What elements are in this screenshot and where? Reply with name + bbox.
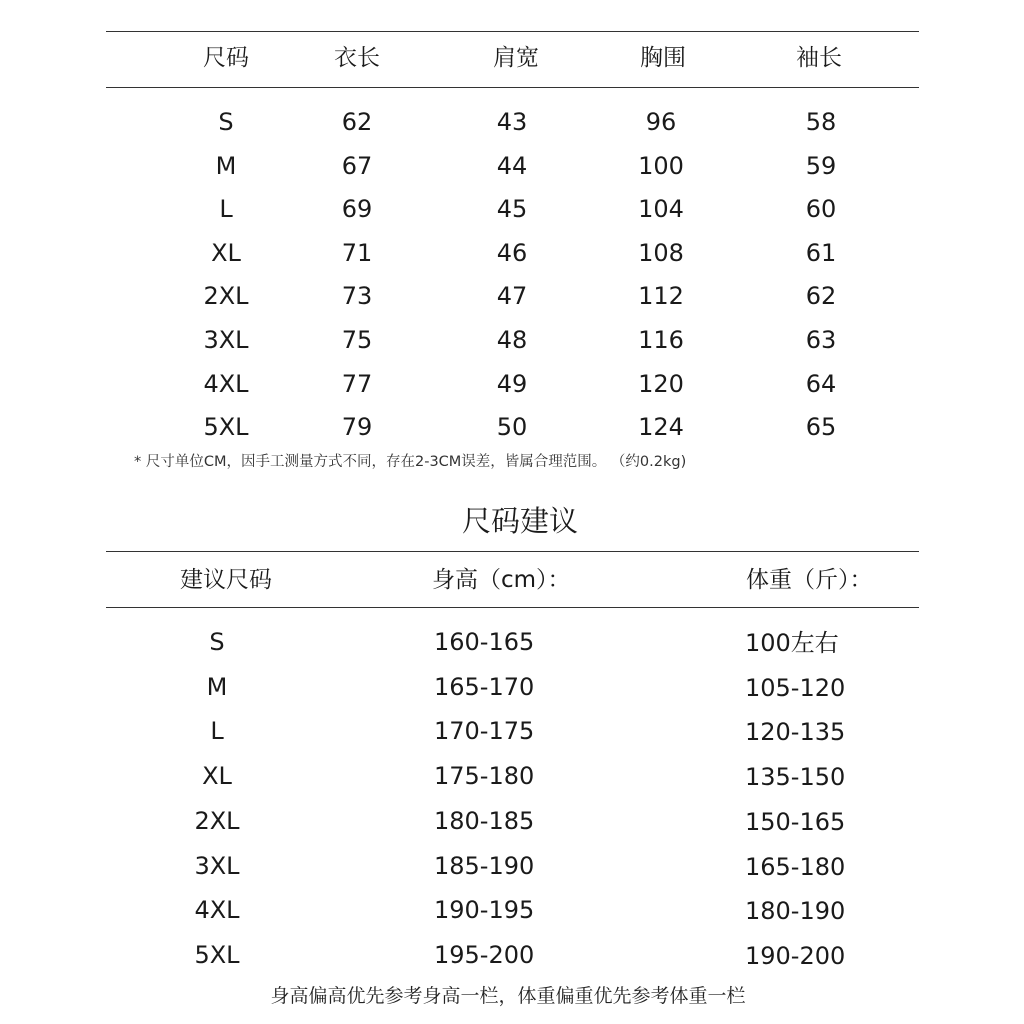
recommend-title: 尺码建议 bbox=[461, 504, 579, 538]
cell-height: 180-185 bbox=[434, 806, 535, 835]
cell-height: 195-200 bbox=[434, 940, 535, 969]
cell-size: M bbox=[215, 151, 237, 180]
cell-recommended-size: 4XL bbox=[194, 896, 240, 925]
cell-length: 75 bbox=[341, 326, 373, 354]
cell-chest: 96 bbox=[645, 108, 677, 136]
cell-shoulder: 43 bbox=[496, 108, 528, 136]
cell-size: L bbox=[219, 195, 233, 224]
cell-length: 77 bbox=[341, 369, 373, 398]
column-header-sleeve: 袖长 bbox=[796, 45, 842, 71]
cell-chest: 120 bbox=[638, 369, 684, 398]
cell-chest: 116 bbox=[638, 326, 684, 354]
table-header-rule bbox=[106, 87, 919, 88]
cell-sleeve: 64 bbox=[805, 369, 837, 398]
cell-chest: 108 bbox=[638, 238, 684, 267]
cell-length: 69 bbox=[341, 195, 373, 224]
cell-weight: 100左右 bbox=[745, 629, 839, 657]
table-top-rule bbox=[106, 31, 919, 32]
cell-sleeve: 59 bbox=[805, 151, 837, 180]
cell-height: 165-170 bbox=[434, 672, 535, 701]
cell-weight: 105-120 bbox=[745, 673, 846, 702]
cell-chest: 112 bbox=[638, 282, 684, 311]
cell-size: 5XL bbox=[203, 413, 249, 442]
cell-recommended-size: L bbox=[210, 717, 224, 746]
column-header-size: 尺码 bbox=[203, 45, 249, 71]
recommend-top-rule bbox=[106, 551, 919, 552]
cell-weight: 190-200 bbox=[745, 941, 846, 970]
cell-recommended-size: 2XL bbox=[194, 806, 240, 835]
cell-shoulder: 48 bbox=[496, 326, 528, 354]
cell-sleeve: 63 bbox=[805, 326, 837, 354]
cell-shoulder: 46 bbox=[496, 238, 528, 267]
cell-shoulder: 45 bbox=[496, 195, 528, 224]
column-header-chest: 胸围 bbox=[640, 45, 686, 71]
cell-weight: 180-190 bbox=[745, 897, 846, 926]
cell-size: S bbox=[218, 108, 234, 136]
cell-chest: 104 bbox=[638, 195, 684, 224]
cell-chest: 124 bbox=[638, 413, 684, 442]
cell-length: 79 bbox=[341, 413, 373, 442]
column-header-length: 衣长 bbox=[334, 45, 380, 71]
cell-sleeve: 60 bbox=[805, 195, 837, 224]
cell-recommended-size: XL bbox=[202, 762, 232, 791]
column-header-shoulder: 肩宽 bbox=[493, 45, 539, 71]
cell-height: 160-165 bbox=[434, 628, 535, 656]
cell-recommended-size: 3XL bbox=[194, 851, 240, 880]
cell-height: 185-190 bbox=[434, 851, 535, 880]
column-header-recommended-size: 建议尺码 bbox=[180, 567, 272, 593]
cell-size: 2XL bbox=[203, 282, 249, 311]
cell-length: 62 bbox=[341, 108, 373, 136]
cell-shoulder: 44 bbox=[496, 151, 528, 180]
cell-chest: 100 bbox=[638, 151, 684, 180]
recommend-header-rule bbox=[106, 607, 919, 608]
cell-height: 170-175 bbox=[434, 717, 535, 746]
cell-size: 4XL bbox=[203, 369, 249, 398]
cell-sleeve: 58 bbox=[805, 108, 837, 136]
cell-recommended-size: 5XL bbox=[194, 940, 240, 969]
cell-weight: 120-135 bbox=[745, 718, 846, 747]
cell-size: XL bbox=[211, 238, 241, 267]
cell-size: 3XL bbox=[203, 326, 249, 354]
cell-shoulder: 49 bbox=[496, 369, 528, 398]
cell-weight: 135-150 bbox=[745, 763, 846, 792]
cell-shoulder: 50 bbox=[496, 413, 528, 442]
cell-weight: 165-180 bbox=[745, 852, 846, 881]
cell-height: 190-195 bbox=[434, 896, 535, 925]
cell-sleeve: 65 bbox=[805, 413, 837, 442]
cell-weight: 150-165 bbox=[745, 807, 846, 836]
cell-recommended-size: M bbox=[206, 672, 228, 701]
cell-length: 73 bbox=[341, 282, 373, 311]
cell-shoulder: 47 bbox=[496, 282, 528, 311]
recommend-footer-note: 身高偏高优先参考身高一栏，体重偏重优先参考体重一栏 bbox=[270, 985, 746, 1007]
cell-length: 67 bbox=[341, 151, 373, 180]
column-header-height: 身高（cm）： bbox=[432, 567, 571, 593]
column-header-weight: 体重（斤）： bbox=[746, 567, 873, 593]
cell-length: 71 bbox=[341, 238, 373, 267]
cell-height: 175-180 bbox=[434, 762, 535, 791]
cell-recommended-size: S bbox=[209, 628, 225, 656]
cell-sleeve: 61 bbox=[805, 238, 837, 267]
cell-sleeve: 62 bbox=[805, 282, 837, 311]
measurement-note: * 尺寸单位CM，因手工测量方式不同，存在2-3CM误差，皆属合理范围。 （约0.2kg) bbox=[134, 454, 687, 470]
